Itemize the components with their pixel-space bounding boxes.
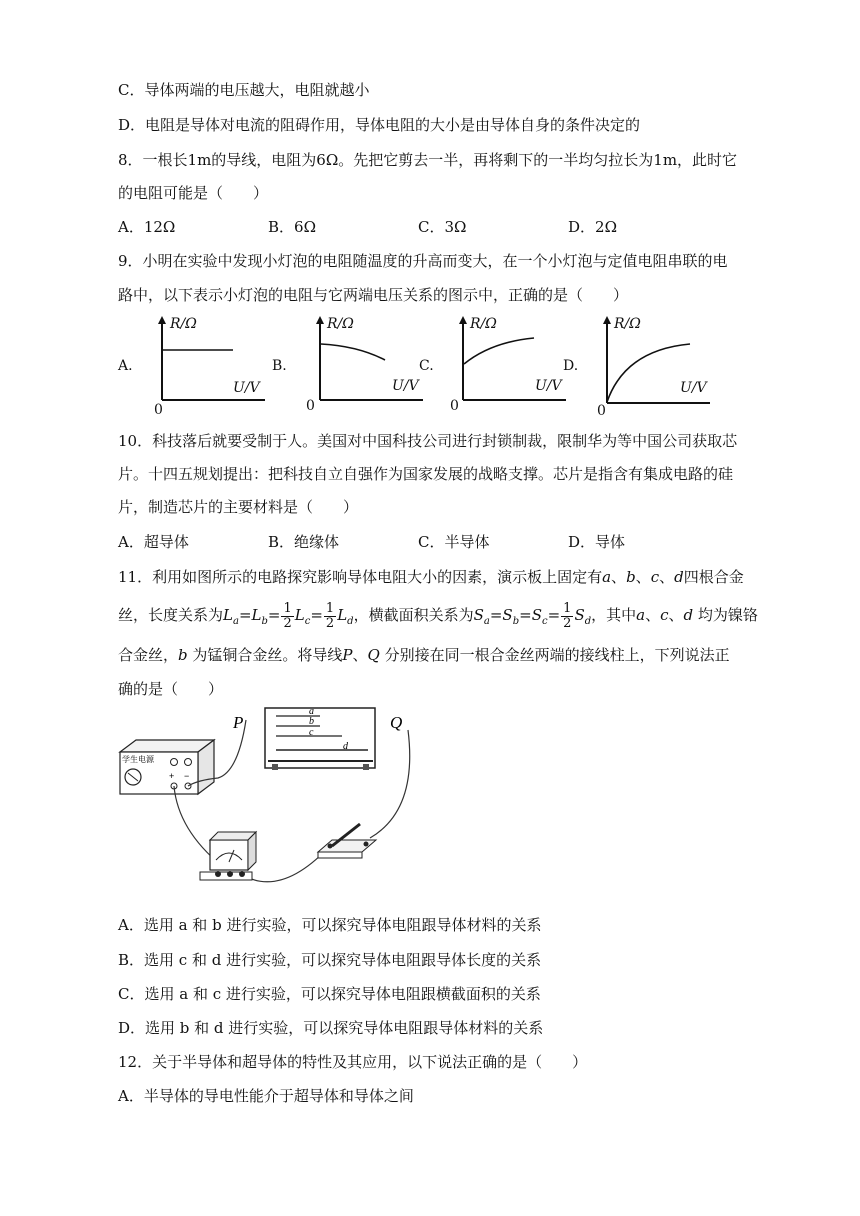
- wire-label-d: d: [343, 741, 348, 752]
- q9-graph-b-letter: B.: [272, 358, 287, 374]
- q9-graph-a-origin: 0: [154, 402, 163, 418]
- q9-graph-d-xlabel: U/V: [680, 380, 707, 396]
- q10-option-b: B．绝缘体: [268, 533, 340, 551]
- q8-option-c: C．3Ω: [418, 218, 467, 236]
- q10-stem-line3: 片，制造芯片的主要材料是（ ）: [118, 498, 359, 516]
- q8-option-b: B．6Ω: [268, 218, 317, 236]
- q7-option-d: D．电阻是导体对电流的阻碍作用，导体电阻的大小是由导体自身的条件决定的: [118, 116, 641, 134]
- q11-option-a: A．选用 a 和 b 进行实验，可以探究导体电阻跟导体材料的关系: [118, 916, 542, 934]
- q9-graph-d-ylabel: R/Ω: [614, 316, 641, 332]
- q9-stem-line2: 路中，以下表示小灯泡的电阻与它两端电压关系的图示中，正确的是（ ）: [118, 286, 629, 304]
- q11-option-b: B．选用 c 和 d 进行实验，可以探究导体电阻跟导体长度的关系: [118, 951, 542, 969]
- power-supply-label: 学生电源: [122, 755, 154, 764]
- q9-graph-a: [145, 316, 275, 420]
- q10-stem-line1: 10．科技落后就要受制于人。美国对中国科技公司进行封锁制裁，限制华为等中国公司获取芯: [118, 432, 738, 450]
- q11-stem-line1: 11．利用如图所示的电路探究影响导体电阻大小的因素，演示板上固定有a、b、c、d四根合金: [118, 568, 744, 586]
- label-q: Q: [390, 713, 403, 732]
- q9-graph-c-origin: 0: [450, 398, 459, 414]
- q10-options: [118, 532, 625, 552]
- q9-graph-b-xlabel: U/V: [392, 378, 419, 394]
- q10-stem-line2: 片。十四五规划提出：把科技自立自强作为国家发展的战略支撑。芯片是指含有集成电路的硅: [118, 465, 734, 483]
- q8-option-a: A．12Ω: [118, 218, 176, 236]
- q8-option-d: D．2Ω: [568, 218, 618, 236]
- q11-stem-line2: 丝，长度关系为$L_a=L_b=$ $\frac{1}{2}$ $L_c=$ $\frac{1}{2}$ $L_d$，横截面积关系为$S_a=S_b=S_c=$ $\frac{1}{2}$ $S_d$，其中a、c、d 均为镍铬: [118, 600, 758, 631]
- q11-circuit-diagram: [118, 700, 418, 904]
- label-p: P: [233, 713, 244, 732]
- fraction-half: $\frac{1}{2}$: [563, 600, 572, 631]
- q12-option-a: A．半导体的导电性能介于超导体和导体之间: [118, 1087, 414, 1105]
- q9-graph-d-origin: 0: [597, 403, 606, 419]
- q7-option-c: C．导体两端的电压越大，电阻就越小: [118, 81, 370, 99]
- wire-label-a: a: [309, 706, 314, 717]
- q10-option-a: A．超导体: [118, 533, 189, 551]
- q9-graph-c: [446, 316, 579, 420]
- ammeter: [210, 840, 248, 870]
- q11-stem-line4: 确的是（ ）: [118, 680, 224, 698]
- wire-label-b: b: [309, 716, 314, 727]
- q8-stem-line2: 的电阻可能是（ ）: [118, 184, 269, 202]
- q9-graph-a-xlabel: U/V: [233, 380, 260, 396]
- switch: [318, 852, 362, 858]
- demo-board: [265, 708, 375, 768]
- q11-option-c: C．选用 a 和 c 进行实验，可以探究导体电阻跟横截面积的关系: [118, 985, 541, 1003]
- q9-stem-line1: 9．小明在实验中发现小灯泡的电阻随温度的升高而变大，在一个小灯泡与定值电阻串联的电: [118, 252, 728, 270]
- power-plus: +: [169, 771, 175, 781]
- q10-option-c: C．半导体: [418, 533, 490, 551]
- q8-options: [118, 217, 617, 237]
- q9-graph-b-origin: 0: [306, 398, 315, 414]
- wire-label-c: c: [309, 727, 314, 738]
- q9-graph-a-letter: A.: [118, 358, 133, 374]
- q10-option-d: D．导体: [568, 533, 626, 551]
- q12-stem: 12．关于半导体和超导体的特性及其应用，以下说法正确的是（ ）: [118, 1053, 588, 1071]
- power-minus: −: [184, 771, 190, 781]
- fraction-half: $\frac{1}{2}$: [283, 600, 292, 631]
- q9-graph-c-xlabel: U/V: [535, 378, 562, 394]
- q11-stem-line3: 合金丝，b 为锰铜合金丝。将导线P、Q 分别接在同一根合金丝两端的接线柱上，下列说法正: [118, 646, 730, 664]
- q8-stem-line1: 8．一根长1m的导线，电阻为6Ω。先把它剪去一半，再将剩下的一半均匀拉长为1m，此时它: [118, 151, 738, 169]
- q9-graph-d: [590, 316, 720, 420]
- q9-graph-c-ylabel: R/Ω: [470, 316, 497, 332]
- q9-graph-c-letter: C.: [419, 358, 434, 374]
- q9-graph-b-ylabel: R/Ω: [327, 316, 354, 332]
- q9-graph-a-ylabel: R/Ω: [170, 316, 197, 332]
- q9-graph-b: [303, 316, 433, 420]
- q11-option-d: D．选用 b 和 d 进行实验，可以探究导体电阻跟导体材料的关系: [118, 1019, 544, 1037]
- q9-graph-d-letter: D.: [563, 358, 579, 374]
- fraction-half: $\frac{1}{2}$: [325, 600, 335, 631]
